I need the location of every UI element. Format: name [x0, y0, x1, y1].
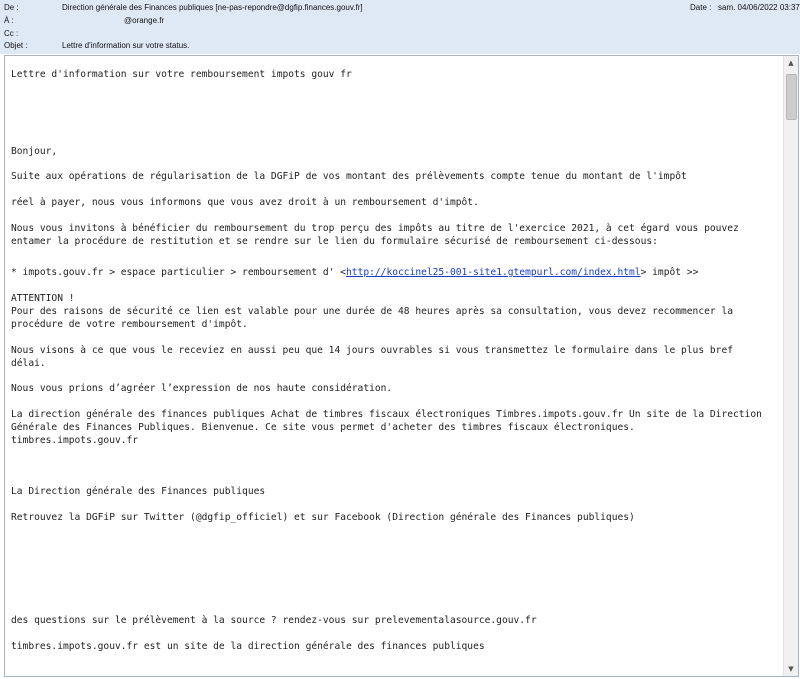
body-title: Lettre d'information sur votre remboursement impots gouv fr [11, 69, 352, 80]
bullet-suffix: > impôt >> [640, 267, 699, 278]
refund-link-line [11, 266, 698, 279]
to-value[interactable]: @orange.fr [124, 16, 165, 25]
message-body-pane[interactable] [4, 55, 799, 677]
paragraph-line: Nous visons à ce que vous le receviez en aussi peu que 14 jours ouvrables si vous transmettez le formulaire dans le plus bref [11, 345, 733, 356]
bullet-prefix: * impots.gouv.fr > espace particulier > remboursement d' < [11, 267, 347, 278]
paragraph-line: des questions sur le prélèvement à la source ? rendez-vous sur prelevementalasource.gouv.fr [11, 615, 537, 626]
to-label: À : [4, 16, 14, 25]
paragraph-line: procédure de votre remboursement d'impôt. [11, 319, 248, 330]
to-row [0, 14, 800, 27]
vertical-scrollbar[interactable] [783, 56, 798, 676]
refund-link[interactable]: http://koccinel25-001-site1.gtempurl.com/index.html [346, 267, 641, 278]
scroll-down-icon[interactable]: ▼ [788, 665, 794, 673]
paragraph-line: Suite aux opérations de régularisation de la DGFiP de vos montant des prélèvements compte tenue du montant de l'impôt [11, 171, 687, 182]
footer-line: timbres.impots.gouv.fr est un site de la direction générale des finances publiques [11, 641, 485, 652]
scroll-thumb[interactable] [786, 74, 797, 120]
paragraph-line: Pour des raisons de sécurité ce lien est valable pour une durée de 48 heures après sa consultation, vous devez recommencer la [11, 306, 733, 317]
paragraph-line: réel à payer, nous vous informons que vous avez droit à un remboursement d'impôt. [11, 197, 479, 208]
greeting: Bonjour, [11, 146, 58, 157]
social-line: Retrouvez la DGFiP sur Twitter (@dgfip_officiel) et sur Facebook (Direction générale des Finances publiques) [11, 512, 635, 523]
message-header [0, 0, 800, 54]
paragraph-line: entamer la procédure de restitution et se rendre sur le lien du formulaire sécurisé de remboursement ci-dessous: [11, 236, 658, 247]
attention-heading: ATTENTION ! [11, 293, 75, 304]
paragraph-line: timbres.impots.gouv.fr [11, 435, 139, 446]
paragraph-line: Générale des Finances Publiques. Bienvenue. Ce site vous permet d'acheter des timbres fiscaux électroniques. [11, 422, 635, 433]
paragraph-line: Nous vous prions d’agréer l’expression de nos haute considération. [11, 383, 393, 394]
from-label: De : [4, 3, 19, 12]
date-value: sam. 04/06/2022 03:37 [718, 3, 800, 12]
subject-value: Lettre d'information sur votre status. [62, 41, 190, 50]
scroll-up-icon[interactable]: ▲ [788, 59, 794, 67]
paragraph-line: La direction générale des finances publiques Achat de timbres fiscaux électroniques Timbres.impots.gouv.fr Un site de la Direction [11, 409, 762, 420]
date-label: Date : [690, 3, 712, 12]
signature: La Direction générale des Finances publiques [11, 486, 266, 497]
subject-label: Objet : [4, 41, 28, 50]
paragraph-line: Nous vous invitons à bénéficier du remboursement du trop perçu des impôts au titre de l'exercice 2021, à cet égard vous pouvez [11, 223, 739, 234]
from-row [0, 1, 800, 14]
paragraph-line: délai. [11, 358, 46, 369]
cc-label: Cc : [4, 29, 19, 38]
from-value[interactable]: Direction générale des Finances publiques [ne-pas-repondre@dgfip.finances.gouv.fr] [62, 3, 363, 12]
subject-row [0, 39, 800, 52]
